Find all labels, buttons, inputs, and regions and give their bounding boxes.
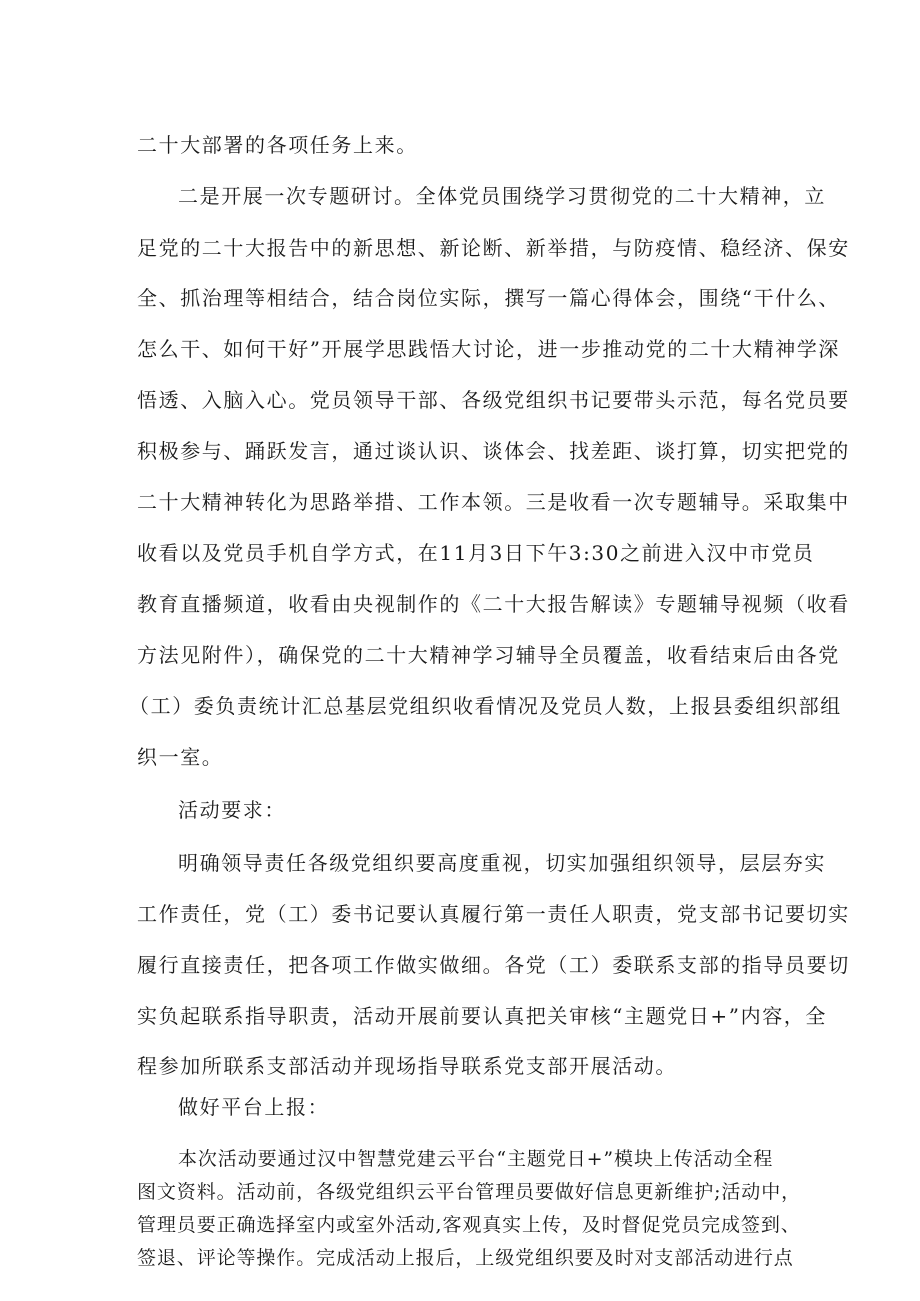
text-line-9: 收看以及党员手机自学方式，在11月3日下午3:30之前进入汉中市党员 xyxy=(137,541,815,565)
text-line-24: 签退、评论等操作。完成活动上报后，上级党组织要及时对支部活动进行点 xyxy=(137,1247,794,1269)
text-line-13: 织一室。 xyxy=(137,745,224,769)
text-line-21: 本次活动要通过汉中智慧党建云平台“主题党日+”模块上传活动全程 xyxy=(178,1148,774,1170)
text-line-15: 明确领导责任各级党组织要高度重视，切实加强组织领导，层层夯实 xyxy=(178,851,826,875)
text-line-5: 怎么干、如何干好”开展学思践悟大讨论，进一步推动党的二十大精神学深 xyxy=(137,337,841,361)
text-line-3: 足党的二十大报告中的新思想、新论断、新举措，与防疫情、稳经济、保安 xyxy=(137,236,850,260)
section-heading-activity-requirements: 活动要求： xyxy=(178,798,286,822)
text-line-22: 图文资料。活动前，各级党组织云平台管理员要做好信息更新维护;活动中， xyxy=(137,1181,802,1203)
text-line-8: 二十大精神转化为思路举措、工作本领。三是收看一次专题辅导。采取集中 xyxy=(137,490,850,514)
text-line-4: 全、抓治理等相结合，结合岗位实际，撰写一篇心得体会，围绕“干什么、 xyxy=(137,286,841,310)
text-line-1: 二十大部署的各项任务上来。 xyxy=(137,133,418,157)
text-line-6: 悟透、入脑入心。党员领导干部、各级党组织书记要带头示范，每名党员要 xyxy=(137,388,850,412)
text-line-7: 积极参与、踊跃发言，通过谈认识、谈体会、找差距、谈打算，切实把党的 xyxy=(137,439,850,463)
text-line-10: 教育直播频道，收看由央视制作的《二十大报告解读》专题辅导视频（收看 xyxy=(137,592,850,616)
text-line-2: 二是开展一次专题研讨。全体党员围绕学习贯彻党的二十大精神，立 xyxy=(178,184,826,208)
text-line-19: 程参加所联系支部活动并现场指导联系党支部开展活动。 xyxy=(137,1054,677,1078)
text-line-16: 工作责任，党（工）委书记要认真履行第一责任人职责，党支部书记要切实 xyxy=(137,902,850,926)
text-line-18: 实负起联系指导职责，活动开展前要认真把关审核“主题党日+”内容，全 xyxy=(137,1004,828,1028)
text-line-17: 履行直接责任，把各项工作做实做细。各党（工）委联系支部的指导员要切 xyxy=(137,953,850,977)
text-line-23: 管理员要正确选择室内或室外活动,客观真实上传，及时督促党员完成签到、 xyxy=(137,1214,801,1236)
text-line-12: （工）委负责统计汇总基层党组织收看情况及党员人数，上报县委组织部组 xyxy=(129,694,842,718)
section-heading-platform-report: 做好平台上报： xyxy=(178,1095,330,1119)
text-line-11: 方法见附件），确保党的二十大精神学习辅导全员覆盖，收看结束后由各党 xyxy=(137,643,840,667)
